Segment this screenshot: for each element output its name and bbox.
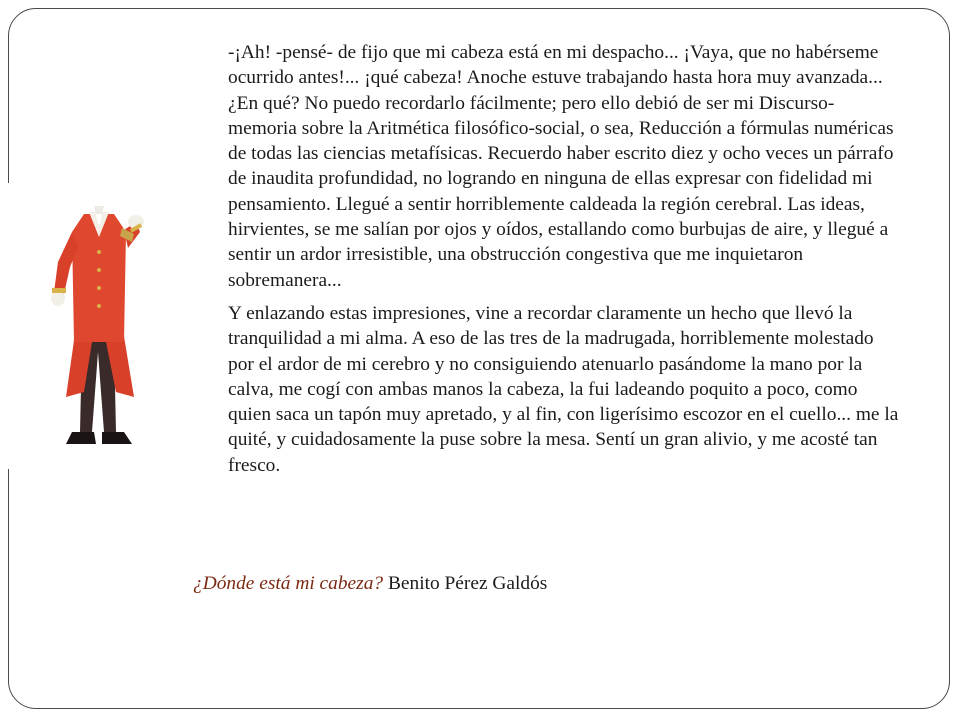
frame-gap xyxy=(0,183,9,469)
paragraph-1: -¡Ah! -pensé- de fijo que mi cabeza está en mi despacho... ¡Vaya, que no habérseme ocurrido antes!... ¡qué cabeza! Anoche estuve trabajando hasta hora muy avanzada... ¿En qué? No puedo recordarlo fácilmente; pero ello debió de ser mi Discurso-memoria sobre la Aritmética filosófico-social, o sea, Reducción a fórmulas numéricas de todas las ciencias metafísicas. Recuerdo haber escrito diez y ocho veces un párrafo de inaudita profundidad, no logrando en ninguna de ellas expresar con fidelidad mi pensamiento. Llegué a sentir horriblemente caldeada la región cerebral. Las ideas, hirvientes, se me salían por ojos y oídos, estallando como burbujas de aire, y llegué a sentir un ardor irresistible, una obstrucción congestiva que me inquietaron sobremanera... xyxy=(228,42,894,291)
citation-title: ¿Dónde está mi cabeza? xyxy=(193,573,384,594)
citation-author: Benito Pérez Galdós xyxy=(383,573,548,594)
citation xyxy=(193,571,547,596)
story-text xyxy=(228,40,900,478)
headless-man-illustration xyxy=(44,192,154,462)
paragraph-2: Y enlazando estas impresiones, vine a recordar claramente un hecho que llevó la tranquilidad a mi alma. A eso de las tres de la madrugada, horriblemente molestado por el ardor de mi cerebro y no consiguiendo atenuarlo pasándome la mano por la calva, me cogí con ambas manos la cabeza, la fui ladeando poquito a poco, como quien saca un tapón muy apretado, y al fin, con ligerísimo escozor en el cuello... me la quité, y cuidadosamente la puse sobre la mesa. Sentí un gran alivio, y me acosté tan fresco. xyxy=(228,302,899,476)
